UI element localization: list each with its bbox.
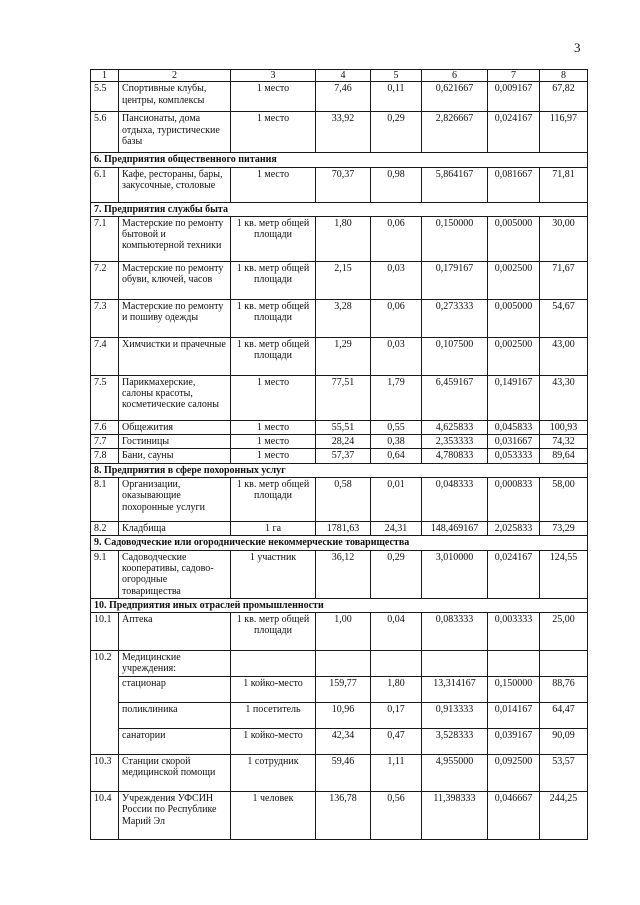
col-8-cell: 73,29: [540, 522, 588, 536]
col-7-cell: 0,009167: [488, 82, 540, 112]
row-number-cell: 8.1: [91, 478, 119, 522]
col-7-cell: 0,002500: [488, 261, 540, 299]
unit-cell: 1 га: [231, 522, 316, 536]
row-name-cell: стационар: [119, 677, 231, 703]
row-number-cell: [91, 677, 119, 703]
row-name-cell: поликлиника: [119, 703, 231, 729]
row-number-cell: 10.4: [91, 792, 119, 840]
header-cell: 3: [231, 70, 316, 82]
col-5-cell: 0,04: [371, 613, 422, 651]
col-8-cell: 71,81: [540, 167, 588, 202]
col-5-cell: 0,64: [371, 449, 422, 463]
unit-cell: 1 кв. метр общей площади: [231, 478, 316, 522]
row-number-cell: 5.6: [91, 112, 119, 153]
header-cell: 4: [316, 70, 371, 82]
col-7-cell: 0,149167: [488, 375, 540, 420]
row-name-cell: Парикмахерские, салоны красоты, косметические салоны: [119, 375, 231, 420]
col-8-cell: 88,76: [540, 677, 588, 703]
col-5-cell: 0,29: [371, 112, 422, 153]
col-4-cell: 42,34: [316, 729, 371, 755]
unit-cell: 1 кв. метр общей площади: [231, 613, 316, 651]
col-5-cell: 0,29: [371, 550, 422, 598]
col-4-cell: 1,80: [316, 216, 371, 261]
col-8-cell: 71,67: [540, 261, 588, 299]
row-number-cell: 7.7: [91, 435, 119, 449]
col-6-cell: 0,621667: [422, 82, 488, 112]
col-4-cell: 10,96: [316, 703, 371, 729]
col-7-cell: 0,092500: [488, 755, 540, 792]
table-row: [91, 299, 588, 337]
table-row: [91, 613, 588, 651]
col-5-cell: 0,03: [371, 261, 422, 299]
col-5-cell: 0,98: [371, 167, 422, 202]
row-number-cell: [91, 703, 119, 729]
row-name-cell: Садоводческие кооперативы, садово-огородные товарищества: [119, 550, 231, 598]
unit-cell: 1 место: [231, 82, 316, 112]
table-row: [91, 337, 588, 375]
col-8-cell: 74,32: [540, 435, 588, 449]
row-name-cell: Медицинские учреждения:: [119, 651, 231, 677]
row-name-cell: Мастерские по ремонту обуви, ключей, часов: [119, 261, 231, 299]
section-row: [91, 536, 588, 550]
col-7-cell: 0,024167: [488, 550, 540, 598]
header-cell: 5: [371, 70, 422, 82]
col-6-cell: 13,314167: [422, 677, 488, 703]
unit-cell: 1 сотрудник: [231, 755, 316, 792]
header-cell: 8: [540, 70, 588, 82]
col-8-cell: 53,57: [540, 755, 588, 792]
table-row: [91, 449, 588, 463]
col-5-cell: 0,06: [371, 216, 422, 261]
row-name-cell: Аптека: [119, 613, 231, 651]
col-6-cell: 11,398333: [422, 792, 488, 840]
col-6-cell: 0,107500: [422, 337, 488, 375]
col-7-cell: 0,014167: [488, 703, 540, 729]
unit-cell: 1 кв. метр общей площади: [231, 337, 316, 375]
row-name-cell: Мастерские по ремонту бытовой и компьютерной техники: [119, 216, 231, 261]
col-7-cell: 0,150000: [488, 677, 540, 703]
table-row: [91, 420, 588, 434]
row-name-cell: Спортивные клубы, центры, комплексы: [119, 82, 231, 112]
col-8-cell: 64,47: [540, 703, 588, 729]
col-4-cell: 0,58: [316, 478, 371, 522]
col-8-cell: [540, 651, 588, 677]
col-4-cell: 77,51: [316, 375, 371, 420]
col-6-cell: 4,625833: [422, 420, 488, 434]
col-6-cell: 2,353333: [422, 435, 488, 449]
header-cell: 6: [422, 70, 488, 82]
row-number-cell: 7.6: [91, 420, 119, 434]
row-number-cell: 7.5: [91, 375, 119, 420]
col-7-cell: 0,003333: [488, 613, 540, 651]
table-body: [91, 70, 588, 840]
row-name-cell: Бани, сауны: [119, 449, 231, 463]
col-7-cell: 0,005000: [488, 299, 540, 337]
table-row: [91, 550, 588, 598]
col-5-cell: [371, 651, 422, 677]
col-7-cell: 0,045833: [488, 420, 540, 434]
header-cell: 7: [488, 70, 540, 82]
col-7-cell: 0,046667: [488, 792, 540, 840]
section-row: [91, 463, 588, 477]
row-name-cell: Организации, оказывающие похоронные услуги: [119, 478, 231, 522]
row-name-cell: Общежития: [119, 420, 231, 434]
col-6-cell: 4,955000: [422, 755, 488, 792]
col-8-cell: 43,30: [540, 375, 588, 420]
col-6-cell: 148,469167: [422, 522, 488, 536]
col-5-cell: 0,55: [371, 420, 422, 434]
unit-cell: 1 место: [231, 375, 316, 420]
table-row: [91, 703, 588, 729]
unit-cell: 1 человек: [231, 792, 316, 840]
header-row: [91, 70, 588, 82]
col-6-cell: 3,528333: [422, 729, 488, 755]
col-8-cell: 43,00: [540, 337, 588, 375]
row-number-cell: 9.1: [91, 550, 119, 598]
col-6-cell: 4,780833: [422, 449, 488, 463]
table-row: [91, 82, 588, 112]
row-number-cell: 5.5: [91, 82, 119, 112]
col-8-cell: 116,97: [540, 112, 588, 153]
col-5-cell: 0,11: [371, 82, 422, 112]
col-4-cell: 33,92: [316, 112, 371, 153]
col-8-cell: 89,64: [540, 449, 588, 463]
row-number-cell: 7.1: [91, 216, 119, 261]
table-row: [91, 261, 588, 299]
col-7-cell: 0,039167: [488, 729, 540, 755]
col-8-cell: 25,00: [540, 613, 588, 651]
unit-cell: 1 кв. метр общей площади: [231, 261, 316, 299]
col-7-cell: 0,005000: [488, 216, 540, 261]
row-number-cell: 10.3: [91, 755, 119, 792]
row-name-cell: Кладбища: [119, 522, 231, 536]
table-row: [91, 112, 588, 153]
row-number-cell: [91, 729, 119, 755]
col-5-cell: 0,17: [371, 703, 422, 729]
row-name-cell: санатории: [119, 729, 231, 755]
col-4-cell: 70,37: [316, 167, 371, 202]
col-7-cell: 0,081667: [488, 167, 540, 202]
col-4-cell: 159,77: [316, 677, 371, 703]
col-6-cell: 0,150000: [422, 216, 488, 261]
col-7-cell: 0,002500: [488, 337, 540, 375]
unit-cell: [231, 651, 316, 677]
col-5-cell: 24,31: [371, 522, 422, 536]
unit-cell: 1 место: [231, 112, 316, 153]
header-cell: 1: [91, 70, 119, 82]
unit-cell: 1 место: [231, 435, 316, 449]
col-7-cell: 0,053333: [488, 449, 540, 463]
col-5-cell: 0,01: [371, 478, 422, 522]
col-6-cell: [422, 651, 488, 677]
col-5-cell: 0,03: [371, 337, 422, 375]
col-7-cell: 0,031667: [488, 435, 540, 449]
unit-cell: 1 место: [231, 420, 316, 434]
unit-cell: 1 место: [231, 449, 316, 463]
row-name-cell: Химчистки и прачечные: [119, 337, 231, 375]
col-8-cell: 58,00: [540, 478, 588, 522]
table-row: [91, 729, 588, 755]
col-4-cell: 36,12: [316, 550, 371, 598]
row-number-cell: 10.1: [91, 613, 119, 651]
col-6-cell: 3,010000: [422, 550, 488, 598]
table-row: [91, 522, 588, 536]
col-8-cell: 54,67: [540, 299, 588, 337]
row-number-cell: 8.2: [91, 522, 119, 536]
section-title: 9. Садоводческие или огороднические некоммерческие товарищества: [91, 536, 588, 550]
section-title: 8. Предприятия в сфере похоронных услуг: [91, 463, 588, 477]
page-number: 3: [574, 40, 581, 55]
col-6-cell: 5,864167: [422, 167, 488, 202]
row-name-cell: Гостиницы: [119, 435, 231, 449]
row-name-cell: Пансионаты, дома отдыха, туристические базы: [119, 112, 231, 153]
section-row: [91, 598, 588, 612]
col-7-cell: 0,000833: [488, 478, 540, 522]
row-number-cell: 7.4: [91, 337, 119, 375]
row-number-cell: 7.8: [91, 449, 119, 463]
col-4-cell: [316, 651, 371, 677]
row-number-cell: 7.2: [91, 261, 119, 299]
col-5-cell: 1,80: [371, 677, 422, 703]
table-row: [91, 435, 588, 449]
table-row: [91, 478, 588, 522]
row-name-cell: Станции скорой медицинской помощи: [119, 755, 231, 792]
col-8-cell: 90,09: [540, 729, 588, 755]
col-8-cell: 124,55: [540, 550, 588, 598]
col-4-cell: 57,37: [316, 449, 371, 463]
col-4-cell: 136,78: [316, 792, 371, 840]
col-4-cell: 2,15: [316, 261, 371, 299]
table-row: [91, 677, 588, 703]
section-title: 6. Предприятия общественного питания: [91, 153, 588, 167]
col-8-cell: 30,00: [540, 216, 588, 261]
col-6-cell: 0,179167: [422, 261, 488, 299]
col-5-cell: 1,11: [371, 755, 422, 792]
col-7-cell: 2,025833: [488, 522, 540, 536]
unit-cell: 1 койко-место: [231, 677, 316, 703]
section-title: 10. Предприятия иных отраслей промышленности: [91, 598, 588, 612]
col-8-cell: 100,93: [540, 420, 588, 434]
col-4-cell: 55,51: [316, 420, 371, 434]
row-number-cell: 10.2: [91, 651, 119, 677]
row-name-cell: Мастерские по ремонту и пошиву одежды: [119, 299, 231, 337]
col-6-cell: 2,826667: [422, 112, 488, 153]
unit-cell: 1 место: [231, 167, 316, 202]
col-5-cell: 0,06: [371, 299, 422, 337]
section-title: 7. Предприятия службы быта: [91, 202, 588, 216]
table-row: [91, 216, 588, 261]
col-7-cell: [488, 651, 540, 677]
row-name-cell: Кафе, рестораны, бары, закусочные, столовые: [119, 167, 231, 202]
col-6-cell: 0,273333: [422, 299, 488, 337]
header-cell: 2: [119, 70, 231, 82]
table-row: [91, 792, 588, 840]
col-5-cell: 0,56: [371, 792, 422, 840]
col-6-cell: 0,048333: [422, 478, 488, 522]
row-number-cell: 7.3: [91, 299, 119, 337]
unit-cell: 1 посетитель: [231, 703, 316, 729]
section-row: [91, 202, 588, 216]
col-8-cell: 67,82: [540, 82, 588, 112]
col-4-cell: 59,46: [316, 755, 371, 792]
row-number-cell: 6.1: [91, 167, 119, 202]
col-4-cell: 1781,63: [316, 522, 371, 536]
section-row: [91, 153, 588, 167]
table-row: [91, 167, 588, 202]
col-6-cell: 6,459167: [422, 375, 488, 420]
col-4-cell: 7,46: [316, 82, 371, 112]
table-row: [91, 755, 588, 792]
col-4-cell: 1,29: [316, 337, 371, 375]
col-8-cell: 244,25: [540, 792, 588, 840]
table-row: [91, 375, 588, 420]
col-4-cell: 3,28: [316, 299, 371, 337]
col-5-cell: 0,47: [371, 729, 422, 755]
col-4-cell: 28,24: [316, 435, 371, 449]
col-6-cell: 0,913333: [422, 703, 488, 729]
unit-cell: 1 участник: [231, 550, 316, 598]
unit-cell: 1 кв. метр общей площади: [231, 216, 316, 261]
tariff-table: [90, 69, 588, 840]
col-6-cell: 0,083333: [422, 613, 488, 651]
unit-cell: 1 кв. метр общей площади: [231, 299, 316, 337]
col-5-cell: 0,38: [371, 435, 422, 449]
unit-cell: 1 койко-место: [231, 729, 316, 755]
table-row: [91, 651, 588, 677]
col-7-cell: 0,024167: [488, 112, 540, 153]
col-4-cell: 1,00: [316, 613, 371, 651]
row-name-cell: Учреждения УФСИН России по Республике Марий Эл: [119, 792, 231, 840]
col-5-cell: 1,79: [371, 375, 422, 420]
